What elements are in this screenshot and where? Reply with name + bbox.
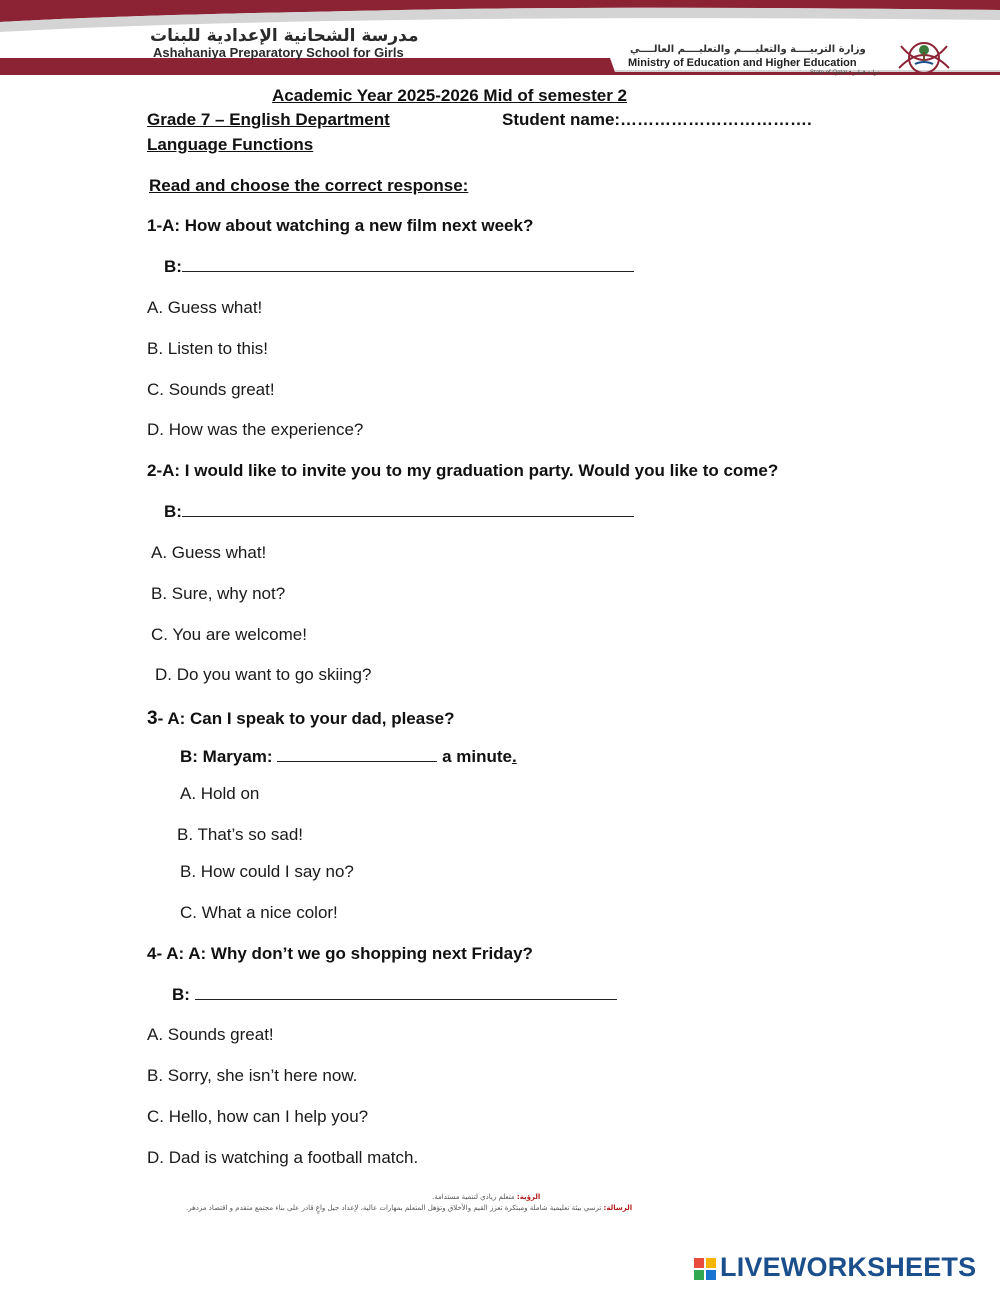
q1-answer-line [164,257,634,277]
grade-department: Grade 7 – English Department [147,110,390,129]
instruction: Read and choose the correct response: [149,176,469,195]
q3-answer-blank[interactable] [277,747,437,762]
student-name-field[interactable]: Student name:……………………………. [502,110,812,129]
state-label: State of Qatar • دولـة قطـر [810,70,880,76]
q3-number: 3 [147,708,158,729]
q2-answer-line [164,502,634,522]
q2-b-label: B: [164,502,182,521]
q3-option-b1[interactable]: B. That’s so sad! [177,825,303,844]
q4-option-a[interactable]: A. Sounds great! [147,1025,274,1044]
liveworksheets-brand: LIVEWORKSHEETS [720,1252,977,1282]
q3-option-a[interactable]: A. Hold on [180,784,260,803]
footer-mission [186,1204,632,1212]
liveworksheets-logo-icon [694,1258,716,1280]
q1-option-c[interactable]: C. Sounds great! [147,380,275,399]
q1-option-a[interactable]: A. Guess what! [147,298,263,317]
q2-option-d[interactable]: D. Do you want to go skiing? [155,665,372,684]
vision-text: متعلم ريادي لتنمية مستدامة. [432,1193,515,1201]
q1-b-label: B: [164,257,182,276]
q3-answer-line [180,747,517,767]
question-4: 4- A: A: Why don’t we go shopping next Friday? [147,944,533,963]
q1-answer-blank[interactable] [182,257,634,272]
q2-option-a[interactable]: A. Guess what! [151,543,267,562]
mission-label: الرسالة: [603,1204,633,1212]
q2-option-b[interactable]: B. Sure, why not? [151,584,286,603]
school-name-english: Ashahaniya Preparatory School for Girls [153,45,404,60]
q1-option-b[interactable]: B. Listen to this! [147,339,268,358]
ministry-name-arabic: وزارة التربيــــة والتعليــــم والتعليــــم العالــــي [630,44,866,55]
footer-vision [432,1193,540,1201]
q2-option-c[interactable]: C. You are welcome! [151,625,307,644]
ministry-name-english: Ministry of Education and Higher Education [628,57,857,69]
q2-answer-blank[interactable] [182,502,634,517]
q4-option-d[interactable]: D. Dad is watching a football match. [147,1148,419,1167]
q3-option-b2[interactable]: B. How could I say no? [180,862,354,881]
q3-text: - A: Can I speak to your dad, please? [157,709,455,728]
q4-answer-line [172,985,617,1005]
q3-option-c[interactable]: C. What a nice color! [180,903,338,922]
question-1: 1-A: How about watching a new film next week? [147,216,534,235]
mission-text: ترسي بيئة تعليمية شاملة ومبتكرة تعزز القيم والأخلاق وتؤهل المتعلم بمهارات عالية، لإعداد جيل واعٍ قادر على بناء مجتمع متقدم و اقتصاد مزدهر. [186,1204,602,1212]
q3-b-prefix: B: Maryam: [180,747,273,766]
topic-title: Language Functions [147,135,314,154]
q4-answer-blank[interactable] [195,985,617,1000]
vision-label: الرؤية: [516,1193,541,1201]
academic-year-heading: Academic Year 2025-2026 Mid of semester 2 [272,86,628,105]
q4-b-label: B: [172,985,190,1004]
school-name-arabic: مدرسة الشحانية الإعدادية للبنات [150,26,419,46]
qatar-emblem-icon [893,38,955,76]
q4-option-c[interactable]: C. Hello, how can I help you? [147,1107,369,1126]
question-3 [147,708,455,730]
q1-option-d[interactable]: D. How was the experience? [147,420,364,439]
q3-b-suffix: a minute [442,747,512,766]
q4-option-b[interactable]: B. Sorry, she isn’t here now. [147,1066,358,1085]
q3-b-period: . [511,747,517,766]
question-2: 2-A: I would like to invite you to my graduation party. Would you like to come? [147,461,779,480]
